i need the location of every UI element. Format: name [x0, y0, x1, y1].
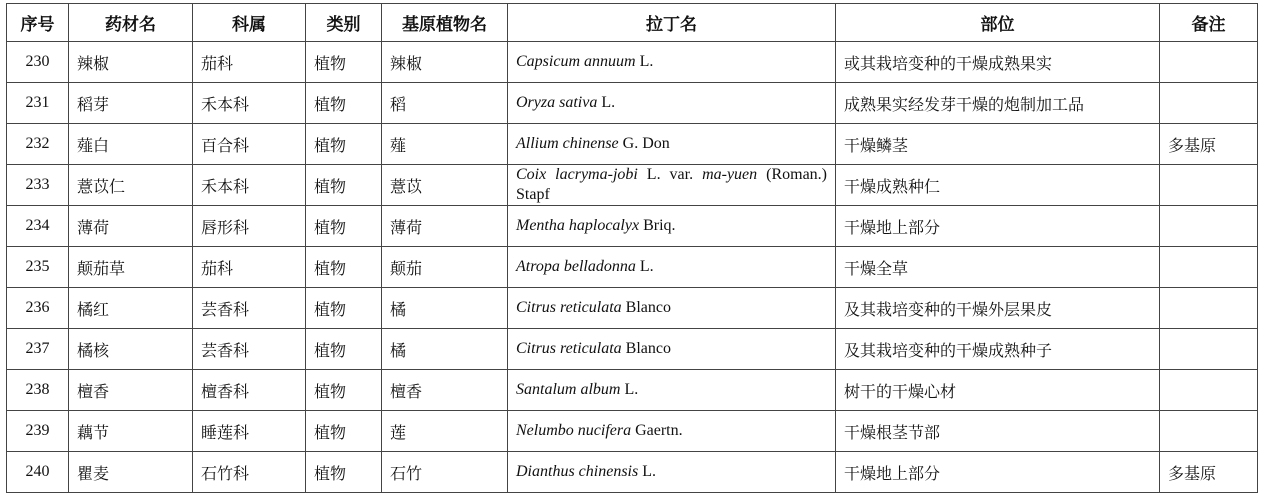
cell-family: 石竹科 — [193, 452, 306, 493]
cell-category: 植物 — [306, 370, 382, 411]
cell-note — [1160, 165, 1258, 206]
cell-note — [1160, 83, 1258, 124]
cell-part: 及其栽培变种的干燥成熟种子 — [836, 329, 1160, 370]
cell-latin — [508, 83, 836, 124]
latin-genus-species: Oryza sativa — [516, 94, 598, 111]
cell-family: 檀香科 — [193, 370, 306, 411]
header-category: 类别 — [306, 4, 382, 42]
cell-part: 及其栽培变种的干燥外层果皮 — [836, 288, 1160, 329]
cell-name: 薤白 — [69, 124, 193, 165]
latin-variety-marker: L. var. — [637, 166, 703, 183]
cell-note — [1160, 370, 1258, 411]
cell-family: 禾本科 — [193, 83, 306, 124]
cell-note: 多基原 — [1160, 452, 1258, 493]
cell-name: 薏苡仁 — [69, 165, 193, 206]
latin-author: Gaertn. — [631, 422, 683, 439]
latin-author: (Roman.) Stapf — [516, 166, 827, 203]
header-family: 科属 — [193, 4, 306, 42]
header-plant: 基原植物名 — [382, 4, 508, 42]
cell-family: 茄科 — [193, 247, 306, 288]
cell-name: 薄荷 — [69, 206, 193, 247]
cell-name: 檀香 — [69, 370, 193, 411]
cell-category: 植物 — [306, 165, 382, 206]
latin-genus-species: Nelumbo nucifera — [516, 422, 632, 439]
latin-variety: ma-yuen — [702, 166, 758, 183]
cell-no: 236 — [7, 288, 69, 329]
cell-note: 多基原 — [1160, 124, 1258, 165]
table-row — [7, 124, 1258, 165]
cell-no: 232 — [7, 124, 69, 165]
table-row — [7, 83, 1258, 124]
cell-name: 颠茄草 — [69, 247, 193, 288]
cell-latin — [508, 247, 836, 288]
latin-author: L. — [635, 53, 654, 70]
cell-name: 橘红 — [69, 288, 193, 329]
cell-name: 橘核 — [69, 329, 193, 370]
cell-latin — [508, 124, 836, 165]
cell-latin — [508, 411, 836, 452]
cell-category: 植物 — [306, 411, 382, 452]
herb-table — [6, 3, 1258, 493]
cell-part: 干燥鳞茎 — [836, 124, 1160, 165]
latin-genus-species: Santalum album — [516, 381, 621, 398]
cell-part: 干燥全草 — [836, 247, 1160, 288]
header-row — [7, 4, 1258, 42]
cell-plant: 檀香 — [382, 370, 508, 411]
header-part: 部位 — [836, 4, 1160, 42]
cell-plant: 稻 — [382, 83, 508, 124]
cell-part: 干燥地上部分 — [836, 206, 1160, 247]
cell-note — [1160, 247, 1258, 288]
cell-plant: 薤 — [382, 124, 508, 165]
latin-genus-species: Allium chinense — [516, 135, 619, 152]
latin-author: L. — [635, 258, 654, 275]
cell-plant: 莲 — [382, 411, 508, 452]
table-row — [7, 329, 1258, 370]
cell-part: 成熟果实经发芽干燥的炮制加工品 — [836, 83, 1160, 124]
header-latin: 拉丁名 — [508, 4, 836, 42]
latin-genus-species: Citrus reticulata — [516, 299, 622, 316]
cell-category: 植物 — [306, 206, 382, 247]
cell-name: 稻芽 — [69, 83, 193, 124]
cell-no: 230 — [7, 42, 69, 83]
cell-note — [1160, 206, 1258, 247]
cell-family: 茄科 — [193, 42, 306, 83]
cell-latin — [508, 165, 836, 206]
cell-note — [1160, 329, 1258, 370]
latin-author: Blanco — [621, 340, 671, 357]
cell-no: 240 — [7, 452, 69, 493]
table-row — [7, 165, 1258, 206]
table-row — [7, 411, 1258, 452]
cell-plant: 薄荷 — [382, 206, 508, 247]
latin-author: L. — [620, 381, 639, 398]
header-note: 备注 — [1160, 4, 1258, 42]
cell-note — [1160, 288, 1258, 329]
cell-family: 百合科 — [193, 124, 306, 165]
table-row — [7, 370, 1258, 411]
cell-latin — [508, 329, 836, 370]
cell-category: 植物 — [306, 452, 382, 493]
cell-name: 藕节 — [69, 411, 193, 452]
latin-genus-species: Coix lacryma-jobi — [516, 166, 638, 183]
latin-author: Briq. — [639, 217, 676, 234]
cell-latin — [508, 206, 836, 247]
cell-latin — [508, 42, 836, 83]
cell-family: 唇形科 — [193, 206, 306, 247]
table-row — [7, 452, 1258, 493]
cell-note — [1160, 42, 1258, 83]
cell-part: 干燥成熟种仁 — [836, 165, 1160, 206]
cell-latin — [508, 370, 836, 411]
cell-family: 芸香科 — [193, 329, 306, 370]
cell-part: 或其栽培变种的干燥成熟果实 — [836, 42, 1160, 83]
cell-category: 植物 — [306, 42, 382, 83]
header-name: 药材名 — [69, 4, 193, 42]
cell-latin — [508, 288, 836, 329]
cell-no: 234 — [7, 206, 69, 247]
cell-no: 235 — [7, 247, 69, 288]
cell-category: 植物 — [306, 124, 382, 165]
latin-genus-species: Atropa belladonna — [516, 258, 636, 275]
cell-name: 瞿麦 — [69, 452, 193, 493]
cell-plant: 橘 — [382, 288, 508, 329]
cell-part: 干燥地上部分 — [836, 452, 1160, 493]
cell-family: 芸香科 — [193, 288, 306, 329]
cell-no: 231 — [7, 83, 69, 124]
latin-author: Blanco — [621, 299, 671, 316]
table-row — [7, 42, 1258, 83]
cell-note — [1160, 411, 1258, 452]
latin-genus-species: Dianthus chinensis — [516, 463, 639, 480]
latin-author: L. — [638, 463, 656, 480]
header-no: 序号 — [7, 4, 69, 42]
table-row — [7, 206, 1258, 247]
cell-part: 干燥根茎节部 — [836, 411, 1160, 452]
cell-no: 239 — [7, 411, 69, 452]
cell-plant: 橘 — [382, 329, 508, 370]
table-row — [7, 288, 1258, 329]
cell-name: 辣椒 — [69, 42, 193, 83]
table-row — [7, 247, 1258, 288]
latin-genus-species: Capsicum annuum — [516, 53, 636, 70]
cell-no: 238 — [7, 370, 69, 411]
latin-author: G. Don — [618, 135, 670, 152]
cell-plant: 薏苡 — [382, 165, 508, 206]
cell-family: 睡莲科 — [193, 411, 306, 452]
cell-no: 237 — [7, 329, 69, 370]
cell-category: 植物 — [306, 288, 382, 329]
cell-family: 禾本科 — [193, 165, 306, 206]
cell-plant: 石竹 — [382, 452, 508, 493]
cell-plant: 辣椒 — [382, 42, 508, 83]
latin-author: L. — [597, 94, 616, 111]
cell-no: 233 — [7, 165, 69, 206]
cell-latin — [508, 452, 836, 493]
cell-category: 植物 — [306, 247, 382, 288]
cell-category: 植物 — [306, 329, 382, 370]
latin-genus-species: Citrus reticulata — [516, 340, 622, 357]
cell-part: 树干的干燥心材 — [836, 370, 1160, 411]
cell-category: 植物 — [306, 83, 382, 124]
latin-genus-species: Mentha haplocalyx — [516, 217, 640, 234]
cell-plant: 颠茄 — [382, 247, 508, 288]
